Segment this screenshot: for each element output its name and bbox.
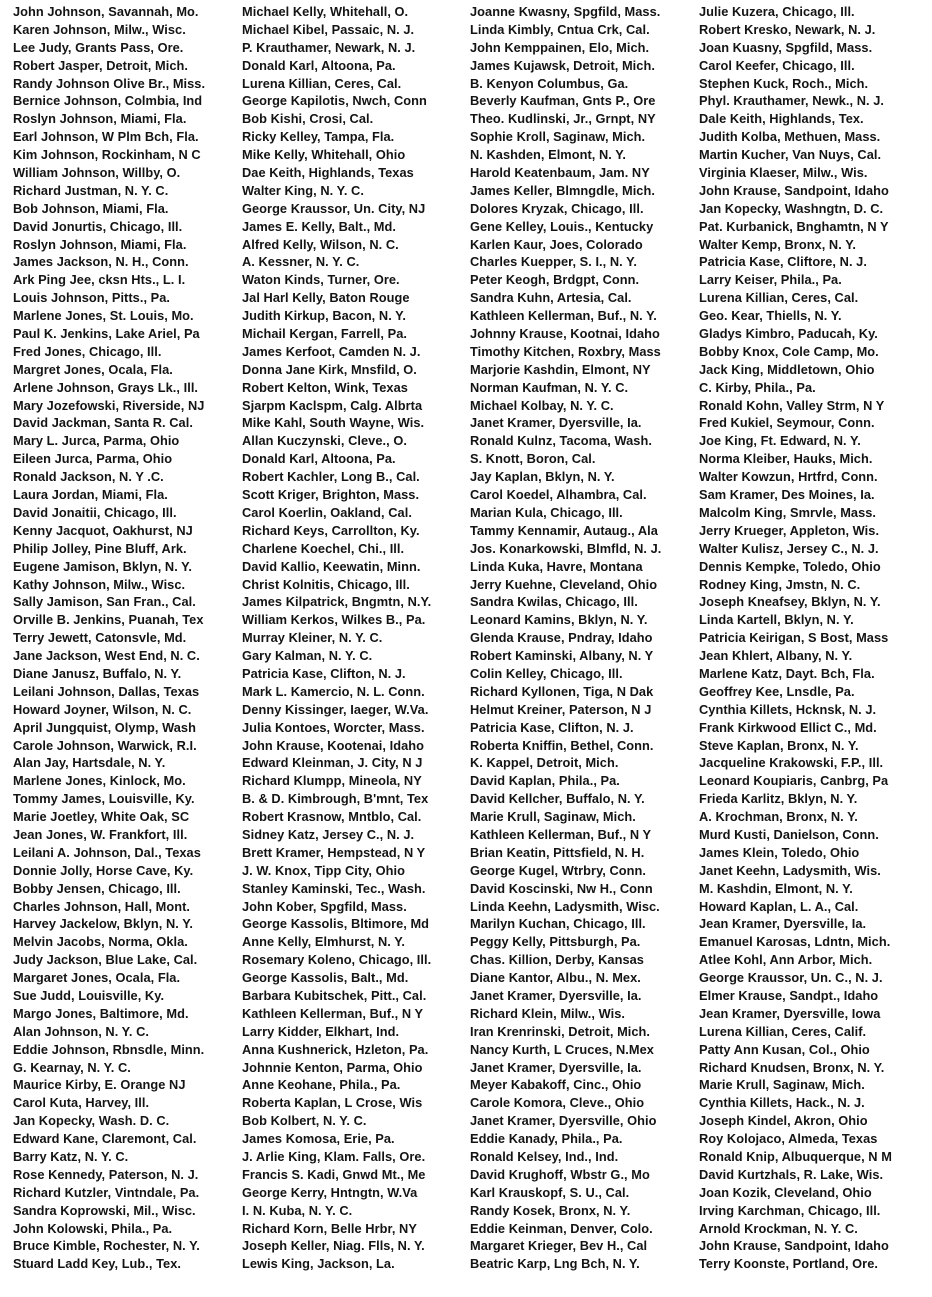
directory-entry: Carole Johnson, Warwick, R.I. bbox=[13, 737, 197, 753]
directory-entry: Arnold Krockman, N. Y. C. bbox=[699, 1220, 858, 1236]
directory-entry: Janet Keehn, Ladysmith, Wis. bbox=[699, 862, 881, 878]
directory-entry: Richard Kyllonen, Tiga, N Dak bbox=[470, 683, 654, 699]
directory-entry: Steve Kaplan, Bronx, N. Y. bbox=[699, 737, 859, 753]
directory-entry: Marjorie Kashdin, Elmont, NY bbox=[470, 361, 651, 377]
directory-entry: Robert Jasper, Detroit, Mich. bbox=[13, 57, 188, 73]
directory-entry: Walter King, N. Y. C. bbox=[242, 182, 364, 198]
directory-entry: Mary L. Jurca, Parma, Ohio bbox=[13, 433, 180, 449]
directory-entry: Ronald Kohn, Valley Strm, N Y bbox=[699, 397, 885, 413]
directory-entry: Roy Kolojaco, Almeda, Texas bbox=[699, 1131, 878, 1147]
directory-entry: William Johnson, Willby, O. bbox=[13, 165, 181, 181]
directory-entry: Leilani A. Johnson, Dal., Texas bbox=[13, 844, 201, 860]
directory-entry: Joseph Keller, Niag. Flls, N. Y. bbox=[242, 1238, 425, 1254]
directory-entry: John Johnson, Savannah, Mo. bbox=[13, 4, 199, 19]
directory-entry: Janet Kramer, Dyersville, Ia. bbox=[470, 1059, 642, 1075]
directory-entry: Gene Kelley, Louis., Kentucky bbox=[470, 218, 654, 234]
directory-entry: John Krause, Kootenai, Idaho bbox=[242, 737, 424, 753]
directory-entry: Jerry Krueger, Appleton, Wis. bbox=[699, 522, 880, 538]
directory-entry: Patricia Keirigan, S Bost, Mass bbox=[699, 630, 889, 646]
directory-entry: Walter Kemp, Bronx, N. Y. bbox=[699, 236, 856, 252]
directory-entry: Rodney King, Jmstn, N. C. bbox=[699, 576, 861, 592]
directory-entry: Louis Johnson, Pitts., Pa. bbox=[13, 290, 171, 306]
directory-entry: Joan Kozik, Cleveland, Ohio bbox=[699, 1184, 872, 1200]
directory-entry: John Krause, Sandpoint, Idaho bbox=[699, 182, 889, 198]
directory-entry: Bruce Kimble, Rochester, N. Y. bbox=[13, 1238, 200, 1254]
directory-entry: George Kapilotis, Nwch, Conn bbox=[242, 93, 427, 109]
directory-entry: Richard Knudsen, Bronx, N. Y. bbox=[699, 1059, 885, 1075]
directory-entry: Fred Kukiel, Seymour, Conn. bbox=[699, 415, 875, 431]
directory-entry: Atlee Kohl, Ann Arbor, Mich. bbox=[699, 952, 873, 968]
directory-entry: Julia Kontoes, Worcter, Mass. bbox=[242, 719, 425, 735]
directory-entry: Randy Kosek, Bronx, N. Y. bbox=[470, 1202, 631, 1218]
directory-entry: Lurena Killian, Ceres, Calif. bbox=[699, 1023, 867, 1039]
directory-entry: Joseph Kneafsey, Bklyn, N. Y. bbox=[699, 594, 881, 610]
directory-entry: Margaret Jones, Ocala, Fla. bbox=[13, 970, 181, 986]
directory-entry: Francis S. Kadi, Gnwd Mt., Me bbox=[242, 1166, 426, 1182]
directory-entry: Timothy Kitchen, Roxbry, Mass bbox=[470, 343, 661, 359]
directory-entry: James Komosa, Erie, Pa. bbox=[242, 1131, 395, 1147]
directory-entry: Carol Koerlin, Oakland, Cal. bbox=[242, 504, 412, 520]
directory-entry: Judith Kirkup, Bacon, N. Y. bbox=[242, 308, 406, 324]
directory-entry: Ricky Kelley, Tampa, Fla. bbox=[242, 129, 395, 145]
directory-entry: Marian Kula, Chicago, Ill. bbox=[470, 504, 623, 520]
directory-entry: B. & D. Kimbrough, B'mnt, Tex bbox=[242, 791, 429, 807]
directory-entry: Bernice Johnson, Colmbia, Ind bbox=[13, 93, 203, 109]
directory-entry: James Kujawsk, Detroit, Mich. bbox=[470, 57, 655, 73]
directory-entry: Anna Kushnerick, Hzleton, Pa. bbox=[242, 1041, 429, 1057]
directory-entry: Orville B. Jenkins, Puanah, Tex bbox=[13, 612, 204, 628]
directory-entry: Anne Keohane, Phila., Pa. bbox=[242, 1077, 401, 1093]
directory-entry: J. W. Knox, Tipp City, Ohio bbox=[242, 862, 405, 878]
directory-entry: Patricia Kase, Clifton, N. J. bbox=[242, 665, 406, 681]
directory-entry: Kim Johnson, Rockinham, N C bbox=[13, 147, 201, 163]
directory-entry: Alan Jay, Hartsdale, N. Y. bbox=[13, 755, 166, 771]
directory-entry: Patricia Kase, Clifton, N. J. bbox=[470, 719, 634, 735]
directory-entry: Michael Kibel, Passaic, N. J. bbox=[242, 21, 415, 37]
directory-entry: Martin Kucher, Van Nuys, Cal. bbox=[699, 147, 882, 163]
directory-entry: David Jonaitii, Chicago, Ill. bbox=[13, 504, 177, 520]
directory-entry: Judith Kolba, Methuen, Mass. bbox=[699, 129, 881, 145]
directory-entry: Harold Keatenbaum, Jam. NY bbox=[470, 165, 650, 181]
directory-entry: Marlene Katz, Dayt. Bch, Fla. bbox=[699, 665, 875, 681]
directory-entry: Ronald Knip, Albuquerque, N M bbox=[699, 1149, 892, 1164]
directory-entry: David Kallio, Keewatin, Minn. bbox=[242, 558, 421, 574]
directory-entry: B. Kenyon Columbus, Ga. bbox=[470, 75, 629, 91]
directory-entry: Eddie Johnson, Rbnsdle, Minn. bbox=[13, 1041, 205, 1057]
directory-entry: Charles Johnson, Hall, Mont. bbox=[13, 898, 191, 914]
directory-entry: Kathleen Kellerman, Buf., N Y bbox=[242, 1005, 424, 1021]
directory-entry: Murd Kusti, Danielson, Conn. bbox=[699, 826, 879, 842]
directory-entry: James Keller, Blmngdle, Mich. bbox=[470, 182, 655, 198]
directory-entry: Eddie Keinman, Denver, Colo. bbox=[470, 1220, 653, 1236]
directory-entry: Margaret Krieger, Bev H., Cal bbox=[470, 1238, 648, 1254]
directory-entry: Roslyn Johnson, Miami, Fla. bbox=[13, 236, 187, 252]
directory-entry: Brian Keatin, Pittsfield, N. H. bbox=[470, 844, 645, 860]
directory-entry: Robert Kaminski, Albany, N. Y bbox=[470, 648, 654, 664]
directory-entry: Sally Jamison, San Fran., Cal. bbox=[13, 594, 196, 610]
directory-entry: Ronald Jackson, N. Y .C. bbox=[13, 469, 164, 485]
directory-entry: Eddie Kanady, Phila., Pa. bbox=[470, 1131, 623, 1147]
directory-entry: James Jackson, N. H., Conn. bbox=[13, 254, 189, 270]
directory-column-3 bbox=[470, 3, 699, 1297]
directory-entry: Diane Janusz, Buffalo, N. Y. bbox=[13, 665, 182, 681]
directory-entry: Virginia Klaeser, Milw., Wis. bbox=[699, 165, 868, 181]
directory-entry: Dae Keith, Highlands, Texas bbox=[242, 165, 414, 181]
directory-entry: John Kober, Spgfild, Mass. bbox=[242, 898, 407, 914]
directory-entry: Alan Johnson, N. Y. C. bbox=[13, 1023, 149, 1039]
directory-entry: Leonard Kamins, Bklyn, N. Y. bbox=[470, 612, 648, 628]
directory-entry: Emanuel Karosas, Ldntn, Mich. bbox=[699, 934, 891, 950]
directory-entry: Karl Krauskopf, S. U., Cal. bbox=[470, 1184, 630, 1200]
directory-entry: Edward Kleinman, J. City, N J bbox=[242, 755, 423, 771]
directory-entry: John Kolowski, Phila., Pa. bbox=[13, 1220, 173, 1236]
directory-entry: David Kellcher, Buffalo, N. Y. bbox=[470, 791, 645, 807]
directory-entry: Sandra Kwilas, Chicago, Ill. bbox=[470, 594, 638, 610]
directory-entry: Kenny Jacquot, Oakhurst, NJ bbox=[13, 522, 193, 538]
directory-entry: Donald Karl, Altoona, Pa. bbox=[242, 57, 396, 73]
directory-entry: C. Kirby, Phila., Pa. bbox=[699, 379, 816, 395]
directory-entry: Bob Kolbert, N. Y. C. bbox=[242, 1113, 367, 1129]
directory-entry: Linda Keehn, Ladysmith, Wisc. bbox=[470, 898, 660, 914]
directory-column-2 bbox=[242, 3, 470, 1297]
directory-entry: Maurice Kirby, E. Orange NJ bbox=[13, 1077, 186, 1093]
directory-entry: Jean Khlert, Albany, N. Y. bbox=[699, 648, 853, 664]
directory-entry: Jal Harl Kelly, Baton Rouge bbox=[242, 290, 410, 306]
directory-entry: John Krause, Sandpoint, Idaho bbox=[699, 1238, 889, 1254]
directory-entry: Cynthia Killets, Hcknsk, N. J. bbox=[699, 701, 877, 717]
directory-entry: Michael Kolbay, N. Y. C. bbox=[470, 397, 614, 413]
directory-entry: Janet Kramer, Dyersville, Ia. bbox=[470, 415, 642, 431]
directory-entry: Stanley Kaminski, Tec., Wash. bbox=[242, 880, 426, 896]
directory-entry: Walter Kowzun, Hrtfrd, Conn. bbox=[699, 469, 878, 485]
directory-column-1 bbox=[13, 3, 242, 1297]
directory-entry: Marilyn Kuchan, Chicago, Ill. bbox=[470, 916, 646, 932]
directory-entry: Jos. Konarkowski, Blmfld, N. J. bbox=[470, 540, 662, 556]
directory-entry: Terry Jewett, Catonsvle, Md. bbox=[13, 630, 187, 646]
directory-entry: John Kemppainen, Elo, Mich. bbox=[470, 39, 650, 55]
directory-entry: Bob Johnson, Miami, Fla. bbox=[13, 200, 169, 216]
directory-entry: Richard Keys, Carrollton, Ky. bbox=[242, 522, 420, 538]
directory-entry: Marlene Jones, Kinlock, Mo. bbox=[13, 773, 186, 789]
directory-entry: David Kurtzhals, R. Lake, Wis. bbox=[699, 1166, 884, 1182]
directory-entry: Kathy Johnson, Milw., Wisc. bbox=[13, 576, 186, 592]
directory-entry: J. Arlie King, Klam. Falls, Ore. bbox=[242, 1149, 426, 1164]
directory-entry: George Kugel, Wtrbry, Conn. bbox=[470, 862, 647, 878]
directory-entry: Stephen Kuck, Roch., Mich. bbox=[699, 75, 869, 91]
directory-entry: Helmut Kreiner, Paterson, N J bbox=[470, 701, 652, 717]
directory-entry: Colin Kelley, Chicago, Ill. bbox=[470, 665, 623, 681]
directory-entry: Eileen Jurca, Parma, Ohio bbox=[13, 451, 173, 467]
directory-entry: Patricia Kase, Cliftore, N. J. bbox=[699, 254, 867, 270]
directory-entry: Roslyn Johnson, Miami, Fla. bbox=[13, 111, 187, 127]
directory-entry: Barbara Kubitschek, Pitt., Cal. bbox=[242, 987, 427, 1003]
directory-entry: Janet Kramer, Dyersville, Ohio bbox=[470, 1113, 657, 1129]
directory-entry: Marie Joetley, White Oak, SC bbox=[13, 809, 190, 825]
directory-entry: Joe King, Ft. Edward, N. Y. bbox=[699, 433, 861, 449]
directory-entry: Margo Jones, Baltimore, Md. bbox=[13, 1005, 189, 1021]
directory-entry: Randy Johnson Olive Br., Miss. bbox=[13, 75, 206, 91]
directory-entry: Walter Kulisz, Jersey C., N. J. bbox=[699, 540, 879, 556]
directory-entry: Eugene Jamison, Bklyn, N. Y. bbox=[13, 558, 192, 574]
directory-entry: Anne Kelly, Elmhurst, N. Y. bbox=[242, 934, 406, 950]
directory-entry: Bob Kishi, Crosi, Cal. bbox=[242, 111, 374, 127]
directory-entry: Mary Jozefowski, Riverside, NJ bbox=[13, 397, 205, 413]
directory-column-4 bbox=[699, 3, 919, 1297]
directory-entry: Richard Kutzler, Vintndale, Pa. bbox=[13, 1184, 200, 1200]
directory-entry: Linda Kimbly, Cntua Crk, Cal. bbox=[470, 21, 650, 37]
directory-entry: Ronald Kulnz, Tacoma, Wash. bbox=[470, 433, 652, 449]
directory-entry: Kathleen Kellerman, Buf., N Y bbox=[470, 826, 652, 842]
directory-entry: Janet Kramer, Dyersville, Ia. bbox=[470, 987, 642, 1003]
directory-entry: Lurena Killian, Ceres, Cal. bbox=[242, 75, 402, 91]
directory-entry: Earl Johnson, W Plm Bch, Fla. bbox=[13, 129, 199, 145]
directory-entry: Sjarpm Kaclspm, Calg. Albrta bbox=[242, 397, 423, 413]
directory-entry: Jane Jackson, West End, N. C. bbox=[13, 648, 200, 664]
directory-entry: Peggy Kelly, Pittsburgh, Pa. bbox=[470, 934, 641, 950]
directory-entry: Alfred Kelly, Wilson, N. C. bbox=[242, 236, 399, 252]
directory-entry: M. Kashdin, Elmont, N. Y. bbox=[699, 880, 853, 896]
directory-entry: Roberta Kniffin, Bethel, Conn. bbox=[470, 737, 654, 753]
directory-entry: Marie Krull, Saginaw, Mich. bbox=[470, 809, 636, 825]
directory-entry: Carol Keefer, Chicago, Ill. bbox=[699, 57, 855, 73]
directory-entry: Jan Kopecky, Wash. D. C. bbox=[13, 1113, 170, 1129]
directory-entry: Brett Kramer, Hempstead, N Y bbox=[242, 844, 426, 860]
directory-entry: April Jungquist, Olymp, Wash bbox=[13, 719, 196, 735]
directory-entry: Melvin Jacobs, Norma, Okla. bbox=[13, 934, 188, 950]
directory-entry: Tommy James, Louisville, Ky. bbox=[13, 791, 195, 807]
directory-entry: Carol Koedel, Alhambra, Cal. bbox=[470, 487, 647, 503]
directory-entry: Dale Keith, Highlands, Tex. bbox=[699, 111, 864, 127]
directory-entry: Robert Kresko, Newark, N. J. bbox=[699, 21, 876, 37]
directory-entry: Howard Kaplan, L. A., Cal. bbox=[699, 898, 859, 914]
directory-entry: George Kerry, Hntngtn, W.Va bbox=[242, 1184, 418, 1200]
directory-entry: Kathleen Kellerman, Buf., N. Y. bbox=[470, 308, 657, 324]
directory-entry: G. Kearnay, N. Y. C. bbox=[13, 1059, 131, 1075]
directory-entry: Allan Kuczynski, Cleve., O. bbox=[242, 433, 407, 449]
directory-entry: James Klein, Toledo, Ohio bbox=[699, 844, 860, 860]
directory-entry: Edward Kane, Claremont, Cal. bbox=[13, 1131, 197, 1147]
directory-entry: Cynthia Killets, Hack., N. J. bbox=[699, 1095, 865, 1111]
directory-entry: Sandra Kuhn, Artesia, Cal. bbox=[470, 290, 632, 306]
directory-entry: Robert Kachler, Long B., Cal. bbox=[242, 469, 420, 485]
directory-entry: Murray Kleiner, N. Y. C. bbox=[242, 630, 383, 646]
directory-entry: Margret Jones, Ocala, Fla. bbox=[13, 361, 173, 377]
directory-entry: Peter Keogh, Brdgpt, Conn. bbox=[470, 272, 640, 288]
directory-entry: Denny Kissinger, Iaeger, W.Va. bbox=[242, 701, 429, 717]
directory-entry: Richard Klein, Milw., Wis. bbox=[470, 1005, 626, 1021]
directory-entry: George Kraussor, Un. City, NJ bbox=[242, 200, 426, 216]
directory-entry: Jay Kaplan, Bklyn, N. Y. bbox=[470, 469, 615, 485]
directory-entry: Stuard Ladd Key, Lub., Tex. bbox=[13, 1256, 181, 1272]
directory-entry: Glenda Krause, Pndray, Idaho bbox=[470, 630, 653, 646]
directory-entry: Karlen Kaur, Joes, Colorado bbox=[470, 236, 643, 252]
directory-entry: Sophie Kroll, Saginaw, Mich. bbox=[470, 129, 646, 145]
directory-entry: K. Kappel, Detroit, Mich. bbox=[470, 755, 619, 771]
directory-entry: Bobby Knox, Cole Camp, Mo. bbox=[699, 343, 879, 359]
directory-entry: Jack King, Middletown, Ohio bbox=[699, 361, 875, 377]
directory-entry: Ronald Kelsey, Ind., Ind. bbox=[470, 1149, 619, 1164]
directory-entry: A. Kessner, N. Y. C. bbox=[242, 254, 360, 270]
directory-entry: Donald Karl, Altoona, Pa. bbox=[242, 451, 396, 467]
directory-entry: Julie Kuzera, Chicago, Ill. bbox=[699, 4, 855, 19]
directory-entry: David Jonurtis, Chicago, Ill. bbox=[13, 218, 183, 234]
directory-entry: Larry Kidder, Elkhart, Ind. bbox=[242, 1023, 400, 1039]
directory-entry: George Kraussor, Un. C., N. J. bbox=[699, 970, 883, 986]
directory-entry: Sue Judd, Louisville, Ky. bbox=[13, 987, 165, 1003]
directory-entry: George Kassolis, Bltimore, Md bbox=[242, 916, 430, 932]
directory-entry: Jerry Kuehne, Cleveland, Ohio bbox=[470, 576, 658, 592]
directory-entry: Barry Katz, N. Y. C. bbox=[13, 1149, 129, 1164]
directory-entry: Michael Kelly, Whitehall, O. bbox=[242, 4, 409, 19]
directory-entry: Robert Kelton, Wink, Texas bbox=[242, 379, 408, 395]
directory-entry: Tammy Kennamir, Autaug., Ala bbox=[470, 522, 658, 538]
directory-entry: Sidney Katz, Jersey C., N. J. bbox=[242, 826, 415, 842]
directory-entry: Pat. Kurbanick, Bnghamtn, N Y bbox=[699, 218, 889, 234]
directory-entry: Joan Kuasny, Spgfild, Mass. bbox=[699, 39, 873, 55]
directory-entry: Mike Kelly, Whitehall, Ohio bbox=[242, 147, 406, 163]
directory-entry: I. N. Kuba, N. Y. C. bbox=[242, 1202, 353, 1218]
directory-entry: Arlene Johnson, Grays Lk., Ill. bbox=[13, 379, 199, 395]
directory-entry: Linda Kartell, Bklyn, N. Y. bbox=[699, 612, 854, 628]
directory-entry: Paul K. Jenkins, Lake Ariel, Pa bbox=[13, 326, 200, 342]
directory-entry: Karen Johnson, Milw., Wisc. bbox=[13, 21, 186, 37]
directory-entry: Roberta Kaplan, L Crose, Wis bbox=[242, 1095, 423, 1111]
directory-entry: Chas. Killion, Derby, Kansas bbox=[470, 952, 644, 968]
directory-entry: Frank Kirkwood Ellict C., Md. bbox=[699, 719, 877, 735]
directory-entry: P. Krauthamer, Newark, N. J. bbox=[242, 39, 416, 55]
directory-entry: Beatric Karp, Lng Bch, N. Y. bbox=[470, 1256, 640, 1272]
directory-entry: Jean Kramer, Dyersville, Iowa bbox=[699, 1005, 881, 1021]
directory-entry: Robert Krasnow, Mntblo, Cal. bbox=[242, 809, 422, 825]
directory-entry: Lewis King, Jackson, La. bbox=[242, 1256, 395, 1272]
directory-entry: Donna Jane Kirk, Mnsfild, O. bbox=[242, 361, 417, 377]
directory-entry: Carole Komora, Cleve., Ohio bbox=[470, 1095, 645, 1111]
directory-entry: James Kilpatrick, Bngmtn, N.Y. bbox=[242, 594, 432, 610]
directory-entry: N. Kashden, Elmont, N. Y. bbox=[470, 147, 627, 163]
directory-entry: Dolores Kryzak, Chicago, Ill. bbox=[470, 200, 644, 216]
directory-entry: Joseph Kindel, Akron, Ohio bbox=[699, 1113, 868, 1129]
directory-entry: Christ Kolnitis, Chicago, Ill. bbox=[242, 576, 410, 592]
directory-entry: Howard Joyner, Wilson, N. C. bbox=[13, 701, 192, 717]
directory-entry: Larry Keiser, Phila., Pa. bbox=[699, 272, 842, 288]
directory-entry: Charles Kuepper, S. I., N. Y. bbox=[470, 254, 637, 270]
directory-entry: Phyl. Krauthamer, Newk., N. J. bbox=[699, 93, 884, 109]
directory-entry: Lee Judy, Grants Pass, Ore. bbox=[13, 39, 184, 55]
directory-entry: Malcolm King, Smrvle, Mass. bbox=[699, 504, 877, 520]
directory-entry: Mark L. Kamercio, N. L. Conn. bbox=[242, 683, 425, 699]
directory-entry: Waton Kinds, Turner, Ore. bbox=[242, 272, 400, 288]
directory-entry: Geoffrey Kee, Lnsdle, Pa. bbox=[699, 683, 855, 699]
directory-entry: Iran Krenrinski, Detroit, Mich. bbox=[470, 1023, 651, 1039]
directory-entry: Sam Kramer, Des Moines, Ia. bbox=[699, 487, 875, 503]
directory-entry: Gladys Kimbro, Paducah, Ky. bbox=[699, 326, 878, 342]
directory-entry: Harvey Jackelow, Bklyn, N. Y. bbox=[13, 916, 193, 932]
directory-entry: Johnnie Kenton, Parma, Ohio bbox=[242, 1059, 423, 1075]
directory-entry: Ark Ping Jee, cksn Hts., L. I. bbox=[13, 272, 186, 288]
directory-entry: Donnie Jolly, Horse Cave, Ky. bbox=[13, 862, 194, 878]
directory-entry: Theo. Kudlinski, Jr., Grnpt, NY bbox=[470, 111, 656, 127]
directory-entry: Jean Kramer, Dyersville, Ia. bbox=[699, 916, 867, 932]
directory-entry: Linda Kuka, Havre, Montana bbox=[470, 558, 643, 574]
directory-entry: Charlene Koechel, Chi., Ill. bbox=[242, 540, 405, 556]
directory-entry: Meyer Kabakoff, Cinc., Ohio bbox=[470, 1077, 642, 1093]
directory-entry: Bobby Jensen, Chicago, Ill. bbox=[13, 880, 181, 896]
directory-entry: Marlene Jones, St. Louis, Mo. bbox=[13, 308, 194, 324]
directory-entry: Scott Kriger, Brighton, Mass. bbox=[242, 487, 420, 503]
directory-entry: James Kerfoot, Camden N. J. bbox=[242, 343, 421, 359]
directory-entry: David Krughoff, Wbstr G., Mo bbox=[470, 1166, 650, 1182]
directory-entry: Michail Kergan, Farrell, Pa. bbox=[242, 326, 407, 342]
directory-entry: Terry Koonste, Portland, Ore. bbox=[699, 1256, 878, 1272]
directory-entry: Laura Jordan, Miami, Fla. bbox=[13, 487, 168, 503]
directory-entry: Nancy Kurth, L Cruces, N.Mex bbox=[470, 1041, 654, 1057]
directory-entry: Lurena Killian, Ceres, Cal. bbox=[699, 290, 859, 306]
directory-entry: Norma Kleiber, Hauks, Mich. bbox=[699, 451, 873, 467]
directory-entry: Diane Kantor, Albu., N. Mex. bbox=[470, 970, 641, 986]
directory-entry: James E. Kelly, Balt., Md. bbox=[242, 218, 396, 234]
directory-entry: Richard Korn, Belle Hrbr, NY bbox=[242, 1220, 417, 1236]
directory-entry: Leonard Koupiaris, Canbrg, Pa bbox=[699, 773, 889, 789]
directory-entry: Sandra Koprowski, Mil., Wisc. bbox=[13, 1202, 196, 1218]
directory-entry: Judy Jackson, Blue Lake, Cal. bbox=[13, 952, 198, 968]
directory-entry: Elmer Krause, Sandpt., Idaho bbox=[699, 987, 879, 1003]
directory-entry: Joanne Kwasny, Spgfild, Mass. bbox=[470, 4, 661, 19]
directory-entry: Richard Justman, N. Y. C. bbox=[13, 182, 169, 198]
directory-entry: Patty Ann Kusan, Col., Ohio bbox=[699, 1041, 870, 1057]
directory-entry: Mike Kahl, South Wayne, Wis. bbox=[242, 415, 425, 431]
directory-entry: Jan Kopecky, Washngtn, D. C. bbox=[699, 200, 884, 216]
directory-entry: Leilani Johnson, Dallas, Texas bbox=[13, 683, 200, 699]
directory-entry: Johnny Krause, Kootnai, Idaho bbox=[470, 326, 660, 342]
directory-entry: Fred Jones, Chicago, Ill. bbox=[13, 343, 162, 359]
directory-entry: David Koscinski, Nw H., Conn bbox=[470, 880, 653, 896]
directory-entry: Beverly Kaufman, Gnts P., Ore bbox=[470, 93, 656, 109]
directory-entry: Jacqueline Krakowski, F.P., Ill. bbox=[699, 755, 884, 771]
directory-entry: Gary Kalman, N. Y. C. bbox=[242, 648, 373, 664]
directory-entry: Rose Kennedy, Paterson, N. J. bbox=[13, 1166, 199, 1182]
directory-entry: George Kassolis, Balt., Md. bbox=[242, 970, 409, 986]
directory-entry: Irving Karchman, Chicago, Ill. bbox=[699, 1202, 881, 1218]
directory-entry: Geo. Kear, Thiells, N. Y. bbox=[699, 308, 842, 324]
directory-entry: William Kerkos, Wilkes B., Pa. bbox=[242, 612, 426, 628]
directory-entry: Philip Jolley, Pine Bluff, Ark. bbox=[13, 540, 187, 556]
directory-entry: S. Knott, Boron, Cal. bbox=[470, 451, 596, 467]
directory-entry: Norman Kaufman, N. Y. C. bbox=[470, 379, 629, 395]
directory-entry: Jean Jones, W. Frankfort, Ill. bbox=[13, 826, 188, 842]
directory-entry: Marie Krull, Saginaw, Mich. bbox=[699, 1077, 865, 1093]
directory-entry: Carol Kuta, Harvey, Ill. bbox=[13, 1095, 150, 1111]
directory-entry: Frieda Karlitz, Bklyn, N. Y. bbox=[699, 791, 858, 807]
directory-entry: Rosemary Koleno, Chicago, Ill. bbox=[242, 952, 432, 968]
directory-entry: David Jackman, Santa R. Cal. bbox=[13, 415, 193, 431]
directory-entry: Richard Klumpp, Mineola, NY bbox=[242, 773, 422, 789]
directory-entry: David Kaplan, Phila., Pa. bbox=[470, 773, 620, 789]
directory-entry: A. Krochman, Bronx, N. Y. bbox=[699, 809, 858, 825]
directory-entry: Dennis Kempke, Toledo, Ohio bbox=[699, 558, 881, 574]
